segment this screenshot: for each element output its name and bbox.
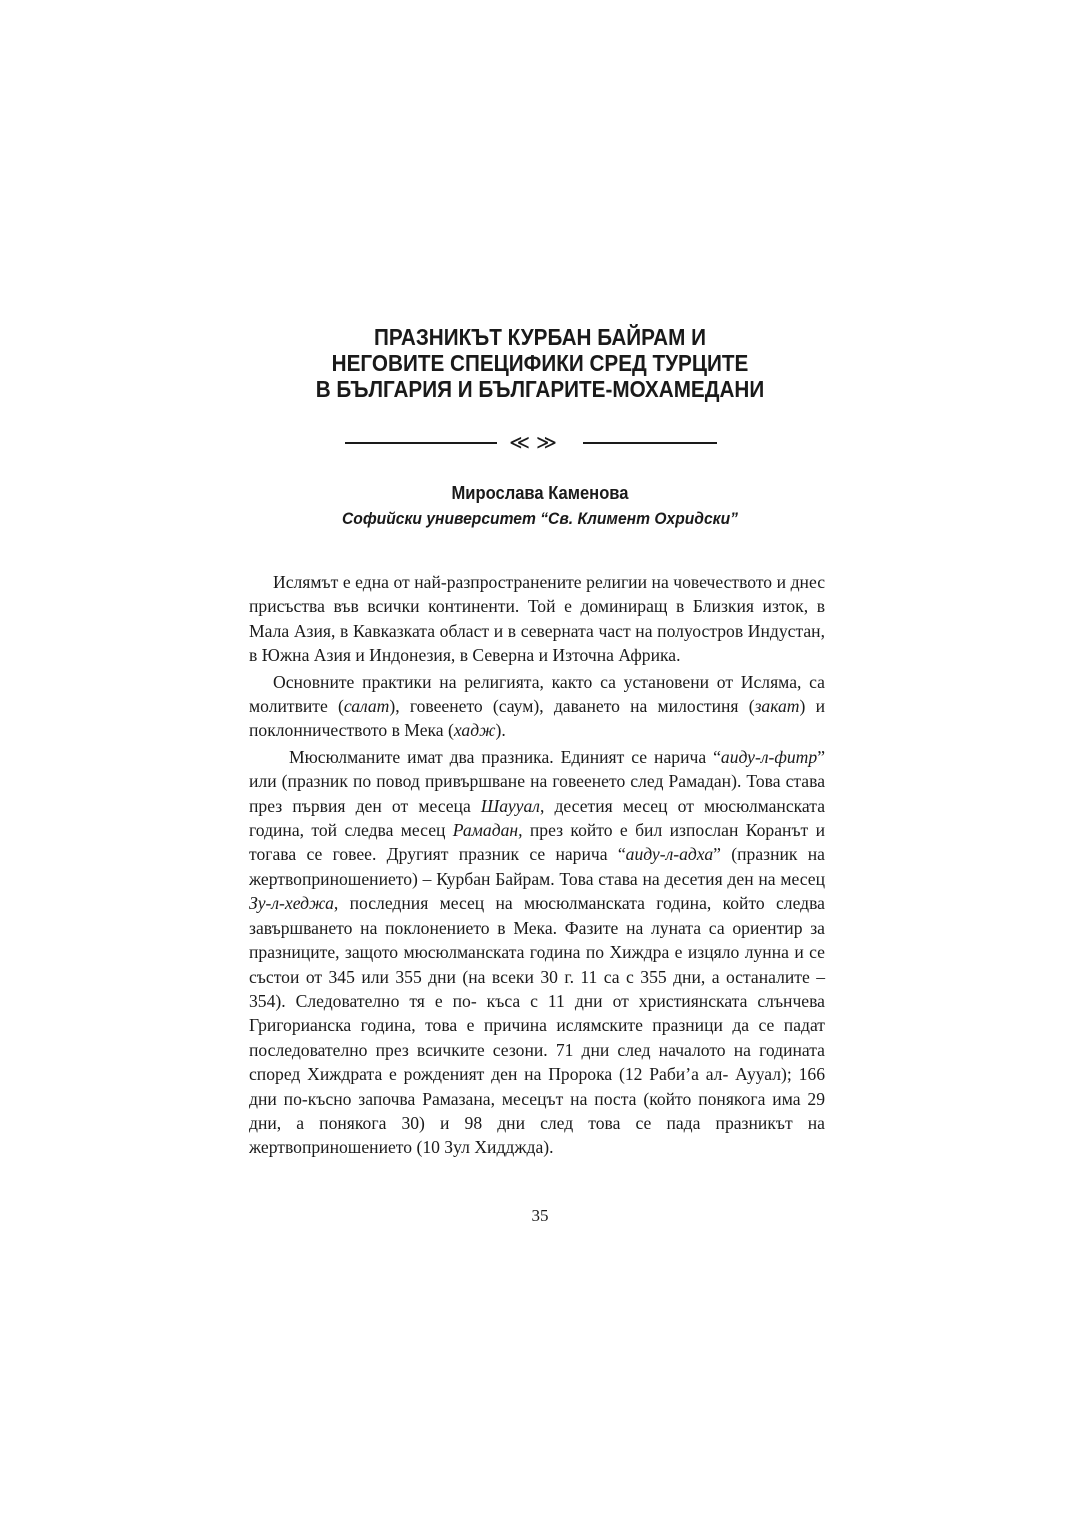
text-run: през който е бил изпослан Коранът и тогава се говее. Другият празник се нарича “ — [249, 820, 826, 865]
text-run: Основните практики на религията, както са установени от Исляма, са молитвите ( — [249, 671, 825, 717]
text-run: ), говеенето (саум), даването на милостиня ( — [389, 696, 755, 717]
page-number: 35 — [531, 1206, 549, 1225]
italic-term: хадж — [453, 720, 496, 741]
italic-term: Шаууал — [480, 795, 540, 816]
italic-term: салат — [343, 696, 390, 717]
text-run: ” или (празник по повод привършване на говеенето след Рамадан). Това става през първия ден от месеца — [249, 746, 825, 816]
divider-line-left — [345, 442, 497, 444]
text-run: ) и поклонничеството в Мека ( — [249, 696, 825, 741]
article-body — [249, 570, 825, 1160]
text-run: ” (празник на жертвоприношението) – Курбан Байрам. Това става на десетия ден на месец — [249, 844, 825, 889]
title-line-2: НЕГОВИТЕ СПЕЦИФИКИ СРЕД ТУРЦИТЕ — [331, 350, 749, 376]
title-divider-ornament — [345, 428, 717, 456]
text-run: ). — [495, 720, 506, 741]
italic-term: Рамадан, — [452, 820, 523, 841]
divider-line-right — [583, 442, 717, 444]
italic-term: закат — [754, 696, 800, 717]
author-affiliation: Софийски университет “Св. Климент Охридски” — [341, 509, 738, 528]
double-chevron-ornament-icon: ≪≫ — [509, 430, 563, 454]
paragraph-2 — [249, 670, 825, 743]
paragraph-3 — [249, 745, 825, 1160]
text-run: , последния месец на мюсюлманската година, който следва завършването на поклонението в Мека. Фазите на луната са ориентир за празниците, защото мюсюлманската година по Хиждра е изцяло лунна и се състои от 345 или 355 дни (на всеки 30 г. 11 са с 355 дни, а останалите – 354). Следователно тя е по- къса с 11 дни от християнската слънчева Григорианска година, това е причина ислямските празници да се падат последователно през всичките сезони. 71 дни след началото на годината според Хиждрата е рожденият ден на Пророка (12 Раби’а ал- Аууал); 166 дни по-късно започва Рамазана, месецът на поста (който понякога има 29 дни, а понякога 30) и 98 дни след това се пада празникът на жертвоприношението (10 Зул Хидджда). — [249, 893, 825, 1158]
article-title — [270, 324, 810, 402]
title-line-3: В БЪЛГАРИЯ И БЪЛГАРИТЕ-МОХАМЕДАНИ — [315, 376, 765, 402]
italic-term: аиду-л-фитр — [720, 746, 818, 767]
author-name: Мирослава Каменова — [451, 483, 629, 503]
italic-term: аиду-л-адха — [625, 844, 714, 865]
paragraph-1 — [249, 570, 825, 668]
text-run: Мюсюлманите имат два празника. Единият се нарича “ — [289, 746, 721, 767]
title-line-1: ПРАЗНИКЪТ КУРБАН БАЙРАМ И — [374, 324, 706, 350]
text-run: , десетия месец от мюсюлманската година, той следва месец — [249, 795, 825, 841]
paragraph-1-text: Ислямът е една от най-разпространените религии на човечеството и днес присъства във всички континенти. Той е доминиращ в Близкия изток, в Мала Азия, в Кавказката област и в северната част на полуостров Индустан, в Южна Азия и Индонезия, в Северна и Източна Африка. — [249, 572, 825, 666]
italic-term: Зу-л-хеджа — [249, 893, 334, 914]
